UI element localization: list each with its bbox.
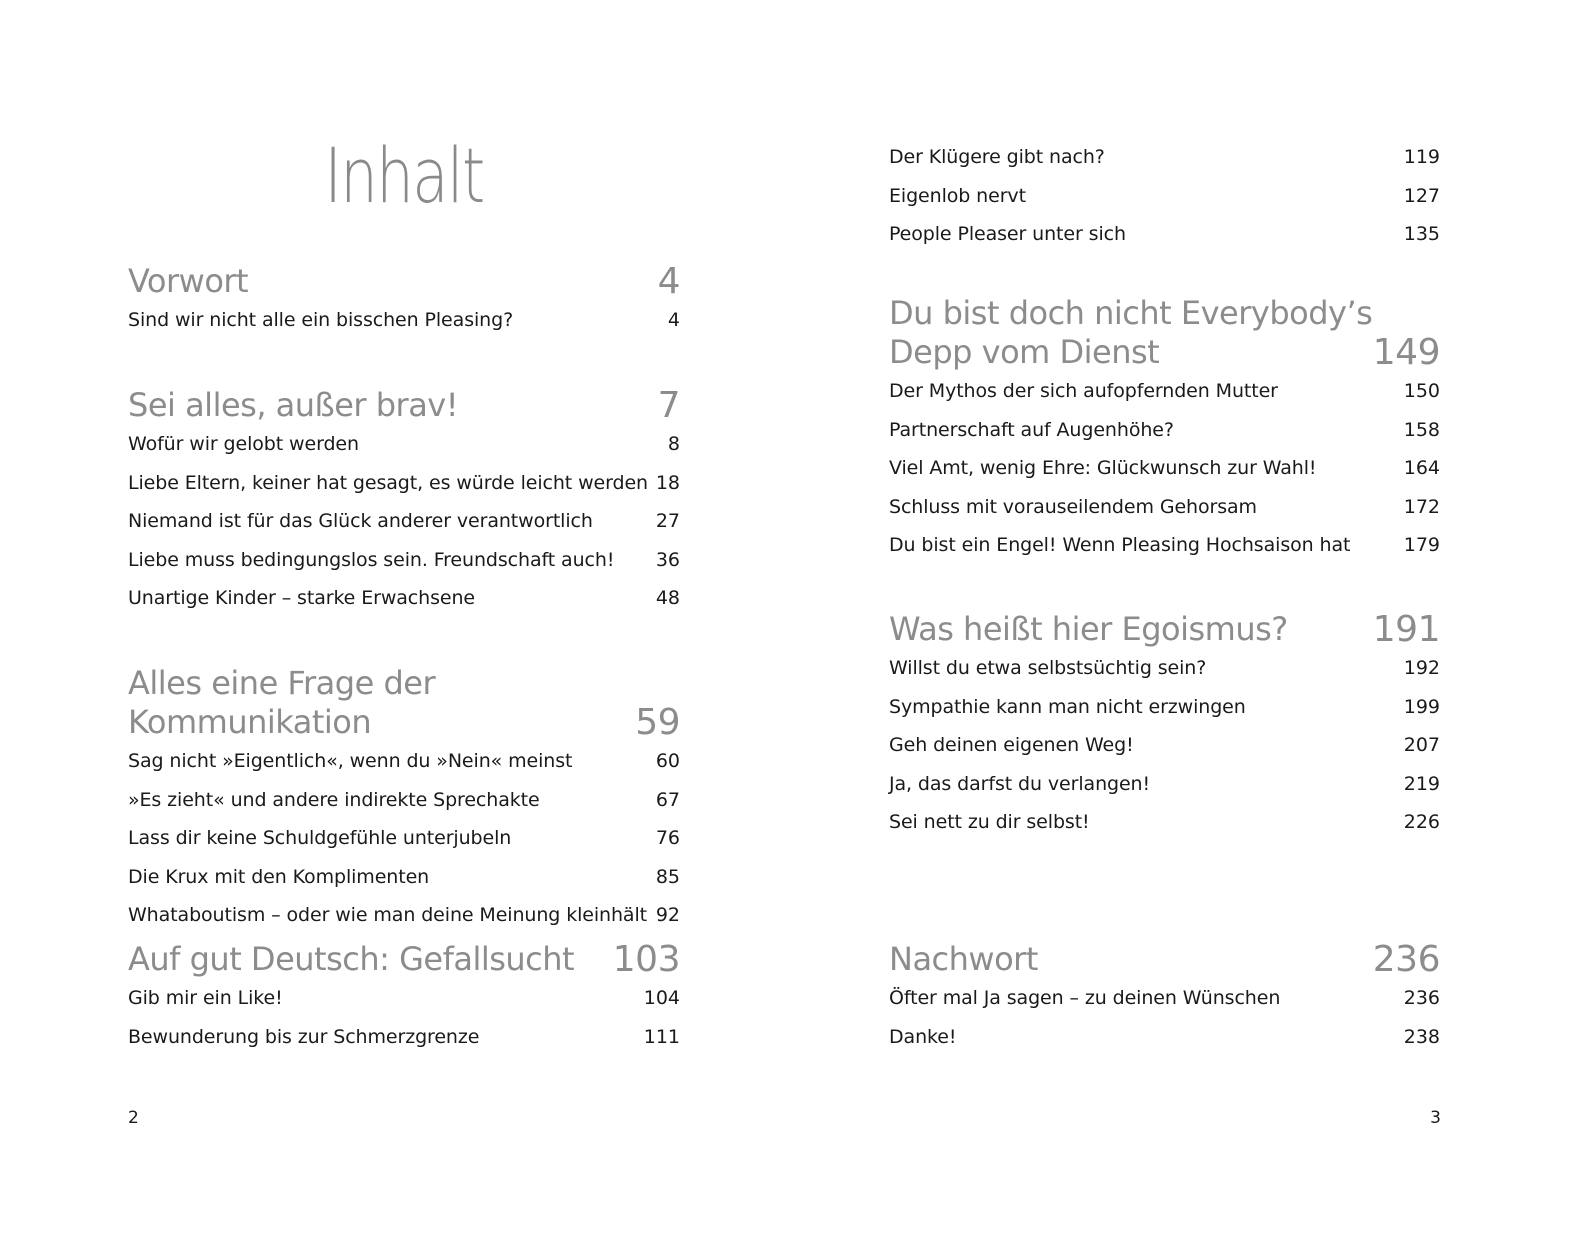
entry-title: Eigenlob nervt bbox=[889, 184, 1026, 207]
entry-title: Die Krux mit den Komplimenten bbox=[128, 865, 430, 888]
entry-title: Niemand ist für das Glück anderer verantwortlich bbox=[128, 510, 593, 532]
section-page: 103 bbox=[612, 939, 680, 980]
entry-page: 158 bbox=[1403, 418, 1440, 441]
entry-page: 48 bbox=[655, 587, 680, 609]
section-title: Sei alles, außer brav! bbox=[128, 386, 459, 424]
entry-page: 150 bbox=[1403, 380, 1440, 402]
toc-entry bbox=[889, 138, 1440, 177]
toc-entry bbox=[128, 781, 680, 820]
entry-title: Schluss mit vorauseilendem Gehorsam bbox=[889, 495, 1257, 518]
entry-title: Sag nicht »Eigentlich«, wenn du »Nein« meinst bbox=[128, 750, 573, 772]
section-title: Was heißt hier Egoismus? bbox=[889, 610, 1288, 648]
entry-title: Der Mythos der sich aufopfernden Mutter bbox=[889, 380, 1278, 402]
toc-entry bbox=[128, 579, 680, 618]
entry-title: Willst du etwa selbstsüchtig sein? bbox=[889, 657, 1207, 679]
toc-entry bbox=[889, 526, 1440, 565]
section-page: 236 bbox=[1372, 939, 1440, 980]
toc-entry bbox=[889, 177, 1440, 216]
entry-page: 199 bbox=[1403, 695, 1440, 718]
entry-page: 111 bbox=[643, 1025, 680, 1048]
section-page: 59 bbox=[635, 702, 680, 743]
toc-entry bbox=[889, 411, 1440, 450]
entry-page: 127 bbox=[1403, 184, 1440, 207]
toc-entry bbox=[128, 896, 680, 935]
toc-entry bbox=[889, 765, 1440, 804]
entry-title: Bewunderung bis zur Schmerzgrenze bbox=[128, 1025, 480, 1048]
section-title: Nachwort bbox=[889, 940, 1038, 978]
toc-entry bbox=[128, 819, 680, 858]
toc-entry bbox=[889, 372, 1440, 411]
entry-title: Liebe Eltern, keiner hat gesagt, es würde leicht werden bbox=[128, 471, 648, 494]
entry-title: Viel Amt, wenig Ehre: Glückwunsch zur Wahl! bbox=[889, 457, 1317, 479]
section-heading bbox=[128, 664, 680, 742]
toc-entry bbox=[128, 858, 680, 897]
toc-entry bbox=[128, 979, 680, 1018]
section-heading bbox=[889, 610, 1440, 649]
page-number: 2 bbox=[128, 1108, 139, 1128]
entry-title: Whataboutism – oder wie man deine Meinung kleinhält bbox=[128, 904, 648, 926]
toc-entry bbox=[889, 488, 1440, 527]
section-everybodys-depp bbox=[889, 294, 1440, 565]
toc-entry bbox=[889, 215, 1440, 254]
entry-page: 219 bbox=[1403, 772, 1440, 795]
entry-title: Unartige Kinder – starke Erwachsene bbox=[128, 587, 476, 609]
section-kommunikation bbox=[128, 664, 680, 935]
section-heading bbox=[889, 940, 1440, 979]
toc-entry bbox=[128, 425, 680, 464]
entry-page: 8 bbox=[667, 433, 680, 455]
entry-title: Danke! bbox=[889, 1025, 957, 1048]
entry-title: Ja, das darfst du verlangen! bbox=[889, 772, 1151, 795]
entry-title: People Pleaser unter sich bbox=[889, 223, 1126, 245]
entry-page: 27 bbox=[655, 510, 680, 532]
entry-title: Wofür wir gelobt werden bbox=[128, 433, 359, 455]
entry-page: 18 bbox=[655, 471, 680, 494]
entry-title: Lass dir keine Schuldgefühle unterjubeln bbox=[128, 827, 512, 849]
entry-title: Sympathie kann man nicht erzwingen bbox=[889, 695, 1246, 718]
toc-entry bbox=[889, 649, 1440, 688]
toc-entry bbox=[128, 1018, 680, 1057]
toc-entry bbox=[128, 541, 680, 580]
toc-entry bbox=[128, 502, 680, 541]
toc-entry bbox=[889, 803, 1440, 842]
toc-entry bbox=[128, 464, 680, 503]
section-nachwort bbox=[889, 940, 1440, 1056]
entry-title: Öfter mal Ja sagen – zu deinen Wünschen bbox=[889, 987, 1281, 1009]
section-egoismus bbox=[889, 610, 1440, 842]
right-page bbox=[797, 0, 1594, 1240]
entry-title: Der Klügere gibt nach? bbox=[889, 146, 1105, 168]
entry-title: Du bist ein Engel! Wenn Pleasing Hochsaison hat bbox=[889, 534, 1351, 556]
entry-title: Sei nett zu dir selbst! bbox=[889, 811, 1090, 833]
entry-title: Geh deinen eigenen Weg! bbox=[889, 734, 1134, 756]
entry-page: 207 bbox=[1403, 734, 1440, 756]
section-gefallsucht bbox=[128, 940, 680, 1056]
entry-title: Liebe muss bedingungslos sein. Freundschaft auch! bbox=[128, 548, 615, 571]
entry-page: 4 bbox=[667, 309, 680, 331]
toc-entry bbox=[889, 449, 1440, 488]
entry-title: Sind wir nicht alle ein bisschen Pleasing? bbox=[128, 309, 514, 331]
entry-page: 119 bbox=[1403, 146, 1440, 168]
section-title: Vorwort bbox=[128, 262, 249, 300]
continued-entries bbox=[889, 138, 1440, 254]
entry-page: 172 bbox=[1403, 495, 1440, 518]
section-title: Auf gut Deutsch: Gefallsucht bbox=[128, 940, 575, 978]
entry-page: 76 bbox=[655, 827, 680, 849]
toc-entry bbox=[128, 301, 680, 340]
section-heading bbox=[128, 940, 680, 979]
entry-page: 135 bbox=[1403, 223, 1440, 245]
entry-page: 164 bbox=[1403, 457, 1440, 479]
toc-title: Inhalt bbox=[324, 131, 484, 220]
section-title: Du bist doch nicht Everybody’s Depp vom Dienst bbox=[889, 294, 1373, 371]
page-number: 3 bbox=[1430, 1108, 1441, 1128]
entry-page: 85 bbox=[655, 865, 680, 888]
entry-page: 36 bbox=[655, 548, 680, 571]
section-page: 191 bbox=[1372, 609, 1440, 650]
entry-page: 226 bbox=[1403, 811, 1440, 833]
section-page: 7 bbox=[657, 385, 680, 426]
section-heading bbox=[128, 386, 680, 425]
section-sei-alles bbox=[128, 386, 680, 618]
section-vorwort bbox=[128, 262, 680, 340]
section-page: 149 bbox=[1372, 332, 1440, 373]
entry-page: 238 bbox=[1403, 1025, 1440, 1048]
section-page: 4 bbox=[657, 261, 680, 302]
toc-entry bbox=[889, 726, 1440, 765]
toc-entry bbox=[889, 1018, 1440, 1057]
entry-title: Gib mir ein Like! bbox=[128, 987, 283, 1009]
entry-page: 179 bbox=[1403, 534, 1440, 556]
toc-entry bbox=[128, 742, 680, 781]
section-heading bbox=[889, 294, 1440, 372]
entry-page: 92 bbox=[655, 904, 680, 926]
section-title: Alles eine Frage der Kommunikation bbox=[128, 664, 436, 741]
toc-entry bbox=[889, 979, 1440, 1018]
entry-title: Partnerschaft auf Augenhöhe? bbox=[889, 418, 1174, 441]
entry-page: 192 bbox=[1403, 657, 1440, 679]
entry-page: 104 bbox=[643, 987, 680, 1009]
entry-title: »Es zieht« und andere indirekte Sprechakte bbox=[128, 788, 540, 811]
entry-page: 67 bbox=[655, 788, 680, 811]
entry-page: 60 bbox=[655, 750, 680, 772]
toc-entry bbox=[889, 688, 1440, 727]
section-heading bbox=[128, 262, 680, 301]
entry-page: 236 bbox=[1403, 987, 1440, 1009]
